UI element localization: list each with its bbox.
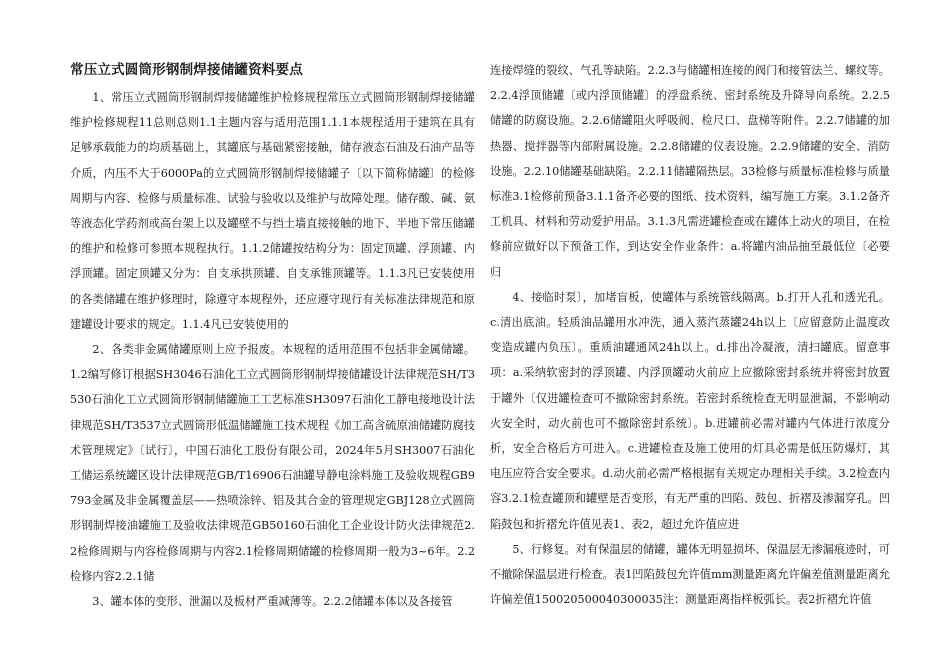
paragraph: 2、各类非金属储罐原则上应予报废。本规程的适用范围不包括非金属储罐。1.2编写修订根据SH3046石油化工立式圆筒形钢制焊接储罐设计法律规范SH/T3530石油化工立式圆筒形钢制储罐施工工艺标准SH3097石油化工静电接地设计法律规范SH/T3537立式圆筒形低温储罐施工技术规程《加工高含硫原油储罐防腐技术管理规定》〔试行〕，中国石油化工股份有限公司，2024年5月SH3007石油化工储运系统罐区设计法律规范GB/T16906石油罐导静电涂料施工及验收规程GB9793金属及非金属覆盖层——热喷涂锌、铝及其合金的管理规定GBJ128立式圆筒形钢制焊接油罐施工及验收法律规范GB50160石油化工企业设计防火法律规范2.2检修周期与内容检修周期与内容2.1检修周期储罐的检修周期一般为3~6年。2.2检修内容2.2.1储 xyxy=(70,343,475,583)
right-paragraphs xyxy=(490,58,890,612)
document-title: 常压立式圆筒形钢制焊接储罐资料要点 xyxy=(70,62,303,78)
left-paragraphs xyxy=(70,85,475,614)
left-column xyxy=(70,58,475,614)
right-column xyxy=(490,58,890,612)
paragraph: 3、罐本体的变形、泄漏以及板材严重减薄等。2.2.2储罐本体以及各接管 xyxy=(92,595,453,609)
paragraph: 4、接临时泵〕，加堵盲板，使罐体与系统管线隔离。b.打开人孔和透光孔。c.清出底油。轻质油品罐用水冲洗，通入蒸汽蒸罐24h以上〔应留意防止温度改变造成罐内负压〕。重质油罐通风24h以上。d.排出冷凝液，清扫罐底。留意事项：a.采纳软密封的浮顶罐、内浮顶罐动火前应上应撤除密封系统并将密封放置于罐外〔仅进罐检查可不撤除密封系统。若密封系统检查无明显泄漏，不影响动火安全时，动火前也可不撤除密封系统〕。b.进罐前必需对罐内气体进行浓度分析，安全合格后方可进入。c.进罐检查及施工使用的灯具必需是低压防爆灯，其电压应符合安全要求。d.动火前必需严格根据有关规定办理相关手续。3.2检查内容3.2.1检查罐顶和罐壁是否变形，有无严重的凹陷、鼓包、折褶及渗漏穿孔。凹陷鼓包和折褶允许值见表1、表2，超过允许值应进 xyxy=(490,290,890,531)
paragraph: 连接焊缝的裂纹、气孔等缺陷。2.2.3与储罐相连接的阀门和接管法兰、螺纹等。2.2.4浮顶储罐〔或内浮顶储罐〕的浮盘系统、密封系统及升降导向系统。2.2.5储罐的防腐设施。2.2.6储罐阻火呼吸阀、检尺口、盘梯等附件。2.2.7储罐的加热器、搅拌器等内部附属设施。2.2.8储罐的仪表设施。2.2.9储罐的安全、消防设施。2.2.10储罐基础缺陷。2.2.11储罐隔热层。33检修与质量标准检修与质量标准3.1检修前预备3.1.1备齐必要的图纸、技术资料，编写施工方案。3.1.2备齐工机具、材料和劳动爱护用品。3.1.3凡需进罐检查或在罐体上动火的项目，在检修前应做好以下预备工作，到达安全作业条件：a.将罐内油品抽至最低位〔必要归 xyxy=(490,64,890,279)
paragraph: 5、行修复。对有保温层的储罐，罐体无明显损坏、保温层无渗漏痕迹时，可不撤除保温层进行检查。表1凹陷鼓包允许值mm测量距离允许偏差值测量距离允许偏差值150020500040300035注：测量距离指样板弧长。表2折褶允许值 xyxy=(490,542,890,607)
paragraph: 1、常压立式圆筒形钢制焊接储罐维护检修规程常压立式圆筒形钢制焊接储罐维护检修规程11总则总则1.1主题内容与适用范围1.1.1本规程适用于建筑在具有足够承载能力的均质基础上，其罐底与基础紧密接触，储存液态石油及石油产品等介质，内压不大于6000Pa的立式圆筒形钢制焊接储罐子〔以下简称储罐〕的检修周期与内容、检修与质量标准、试验与验收以及维护与故障处理。储存酸、碱、氨等液态化学药剂或高台架上以及罐壁不与挡土墙直接接触的地下、半地下常压储罐的维护和检修可参照本规程执行。1.1.2储罐按结构分为：固定顶罐、浮顶罐、内浮顶罐。固定顶罐又分为：自支承拱顶罐、自支承锥顶罐等。1.1.3凡已安装使用的各类储罐在维护修理时，除遵守本规程外，还应遵守现行有关标准法律规范和原建罐设计要求的规定。1.1.4凡已安装使用的 xyxy=(70,91,475,331)
